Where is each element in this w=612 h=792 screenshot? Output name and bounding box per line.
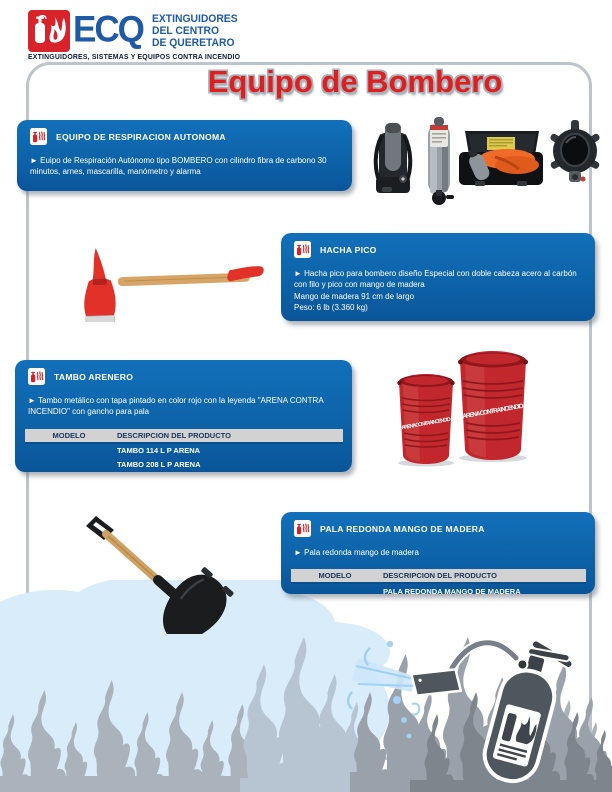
drum-label-text: ARENA CONTRA INCENDIO [401, 416, 452, 432]
cell-descripcion: TAMBO 208 L P ARENA [117, 460, 201, 470]
section-header [281, 512, 595, 537]
section-pala-redonda [281, 512, 595, 594]
logo-acronym: ECQ [73, 8, 143, 50]
logo-row [28, 10, 243, 52]
logo-tagline: EXTINGUIDORES, SISTEMAS Y EQUIPOS CONTRA INCENDIO [28, 54, 241, 61]
full-face-mask-image [548, 119, 602, 185]
section-description [17, 145, 352, 178]
table-header-row [25, 429, 343, 444]
description-line: ► Pala redonda mango de madera [294, 548, 419, 557]
section-description [281, 537, 595, 558]
description-line: ► Hacha pico para bombero diseño Especial con doble cabeza acero al carbón con filo y pico con mango de madera [294, 269, 577, 290]
section-title: HACHA PICO [320, 244, 377, 255]
section-title: EQUIPO DE RESPIRACION AUTONOMA [56, 131, 226, 142]
logo-name-line: DEL CENTRO [151, 25, 219, 37]
round-shovel-image [62, 508, 244, 634]
section-title: TAMBO ARENERO [54, 371, 134, 382]
section-header [15, 360, 352, 385]
sand-drums-image [394, 345, 536, 469]
pick-axe-image [44, 240, 266, 322]
table-header-row [291, 569, 586, 584]
page-title: Equipo de Bombero [207, 64, 503, 99]
extinguisher-flames-icon [294, 241, 311, 258]
extinguisher-flame-logo-icon [28, 10, 70, 52]
product-table [25, 429, 343, 472]
extinguisher-flames-icon [30, 128, 47, 145]
extinguisher-flames-icon [28, 368, 45, 385]
product-table [291, 569, 586, 598]
description-line: Mango de madera 91 cm de largo [294, 291, 415, 301]
description-line: ► Euipo de Respiración Autónomo tipo BOMBERO con cilindro fibra de carbono 30 minutos, arnes, mascarilla, manómetro y alarma [30, 156, 327, 177]
table-header-modelo: MODELO [52, 430, 86, 440]
scba-harness-image [370, 117, 416, 199]
section-tambo-arenero [15, 360, 352, 472]
drum-label-text: ARENA CONTRA INCENDIO [461, 402, 525, 421]
air-cylinder-image [421, 112, 457, 208]
section-equipo-respiracion [17, 120, 352, 191]
description-line: ► Tambo metálico con tapa pintado en color rojo con la leyenda "ARENA CONTRA INCENDIO" con gancho para pala [28, 396, 324, 417]
table-header-descripcion: DESCRIPCION DEL PRODUCTO [383, 571, 497, 581]
section-hacha-pico [281, 233, 595, 321]
logo-name-line: DE QUERETARO [151, 37, 235, 49]
extinguisher-flames-icon [294, 520, 311, 537]
section-description [15, 385, 352, 418]
table-row [25, 444, 343, 458]
table-header-descripcion: DESCRIPCION DEL PRODUCTO [117, 430, 231, 440]
equipment-case-image [455, 127, 547, 189]
section-title: PALA REDONDA MANGO DE MADERA [320, 523, 485, 534]
table-row [291, 584, 586, 598]
logo-name-line: EXTINGUIDORES [151, 13, 238, 25]
description-line: Peso: 6 lb (3.360 kg) [294, 303, 368, 313]
section-description [281, 258, 595, 313]
logo-name [152, 10, 243, 52]
table-header-modelo: MODELO [318, 571, 352, 581]
cell-descripcion: PALA REDONDA MANGO DE MADERA [383, 586, 521, 596]
table-row [25, 458, 343, 472]
company-logo [28, 10, 243, 61]
section-header [281, 233, 595, 258]
cell-descripcion: TAMBO 114 L P ARENA [117, 446, 201, 456]
section-header [17, 120, 352, 145]
